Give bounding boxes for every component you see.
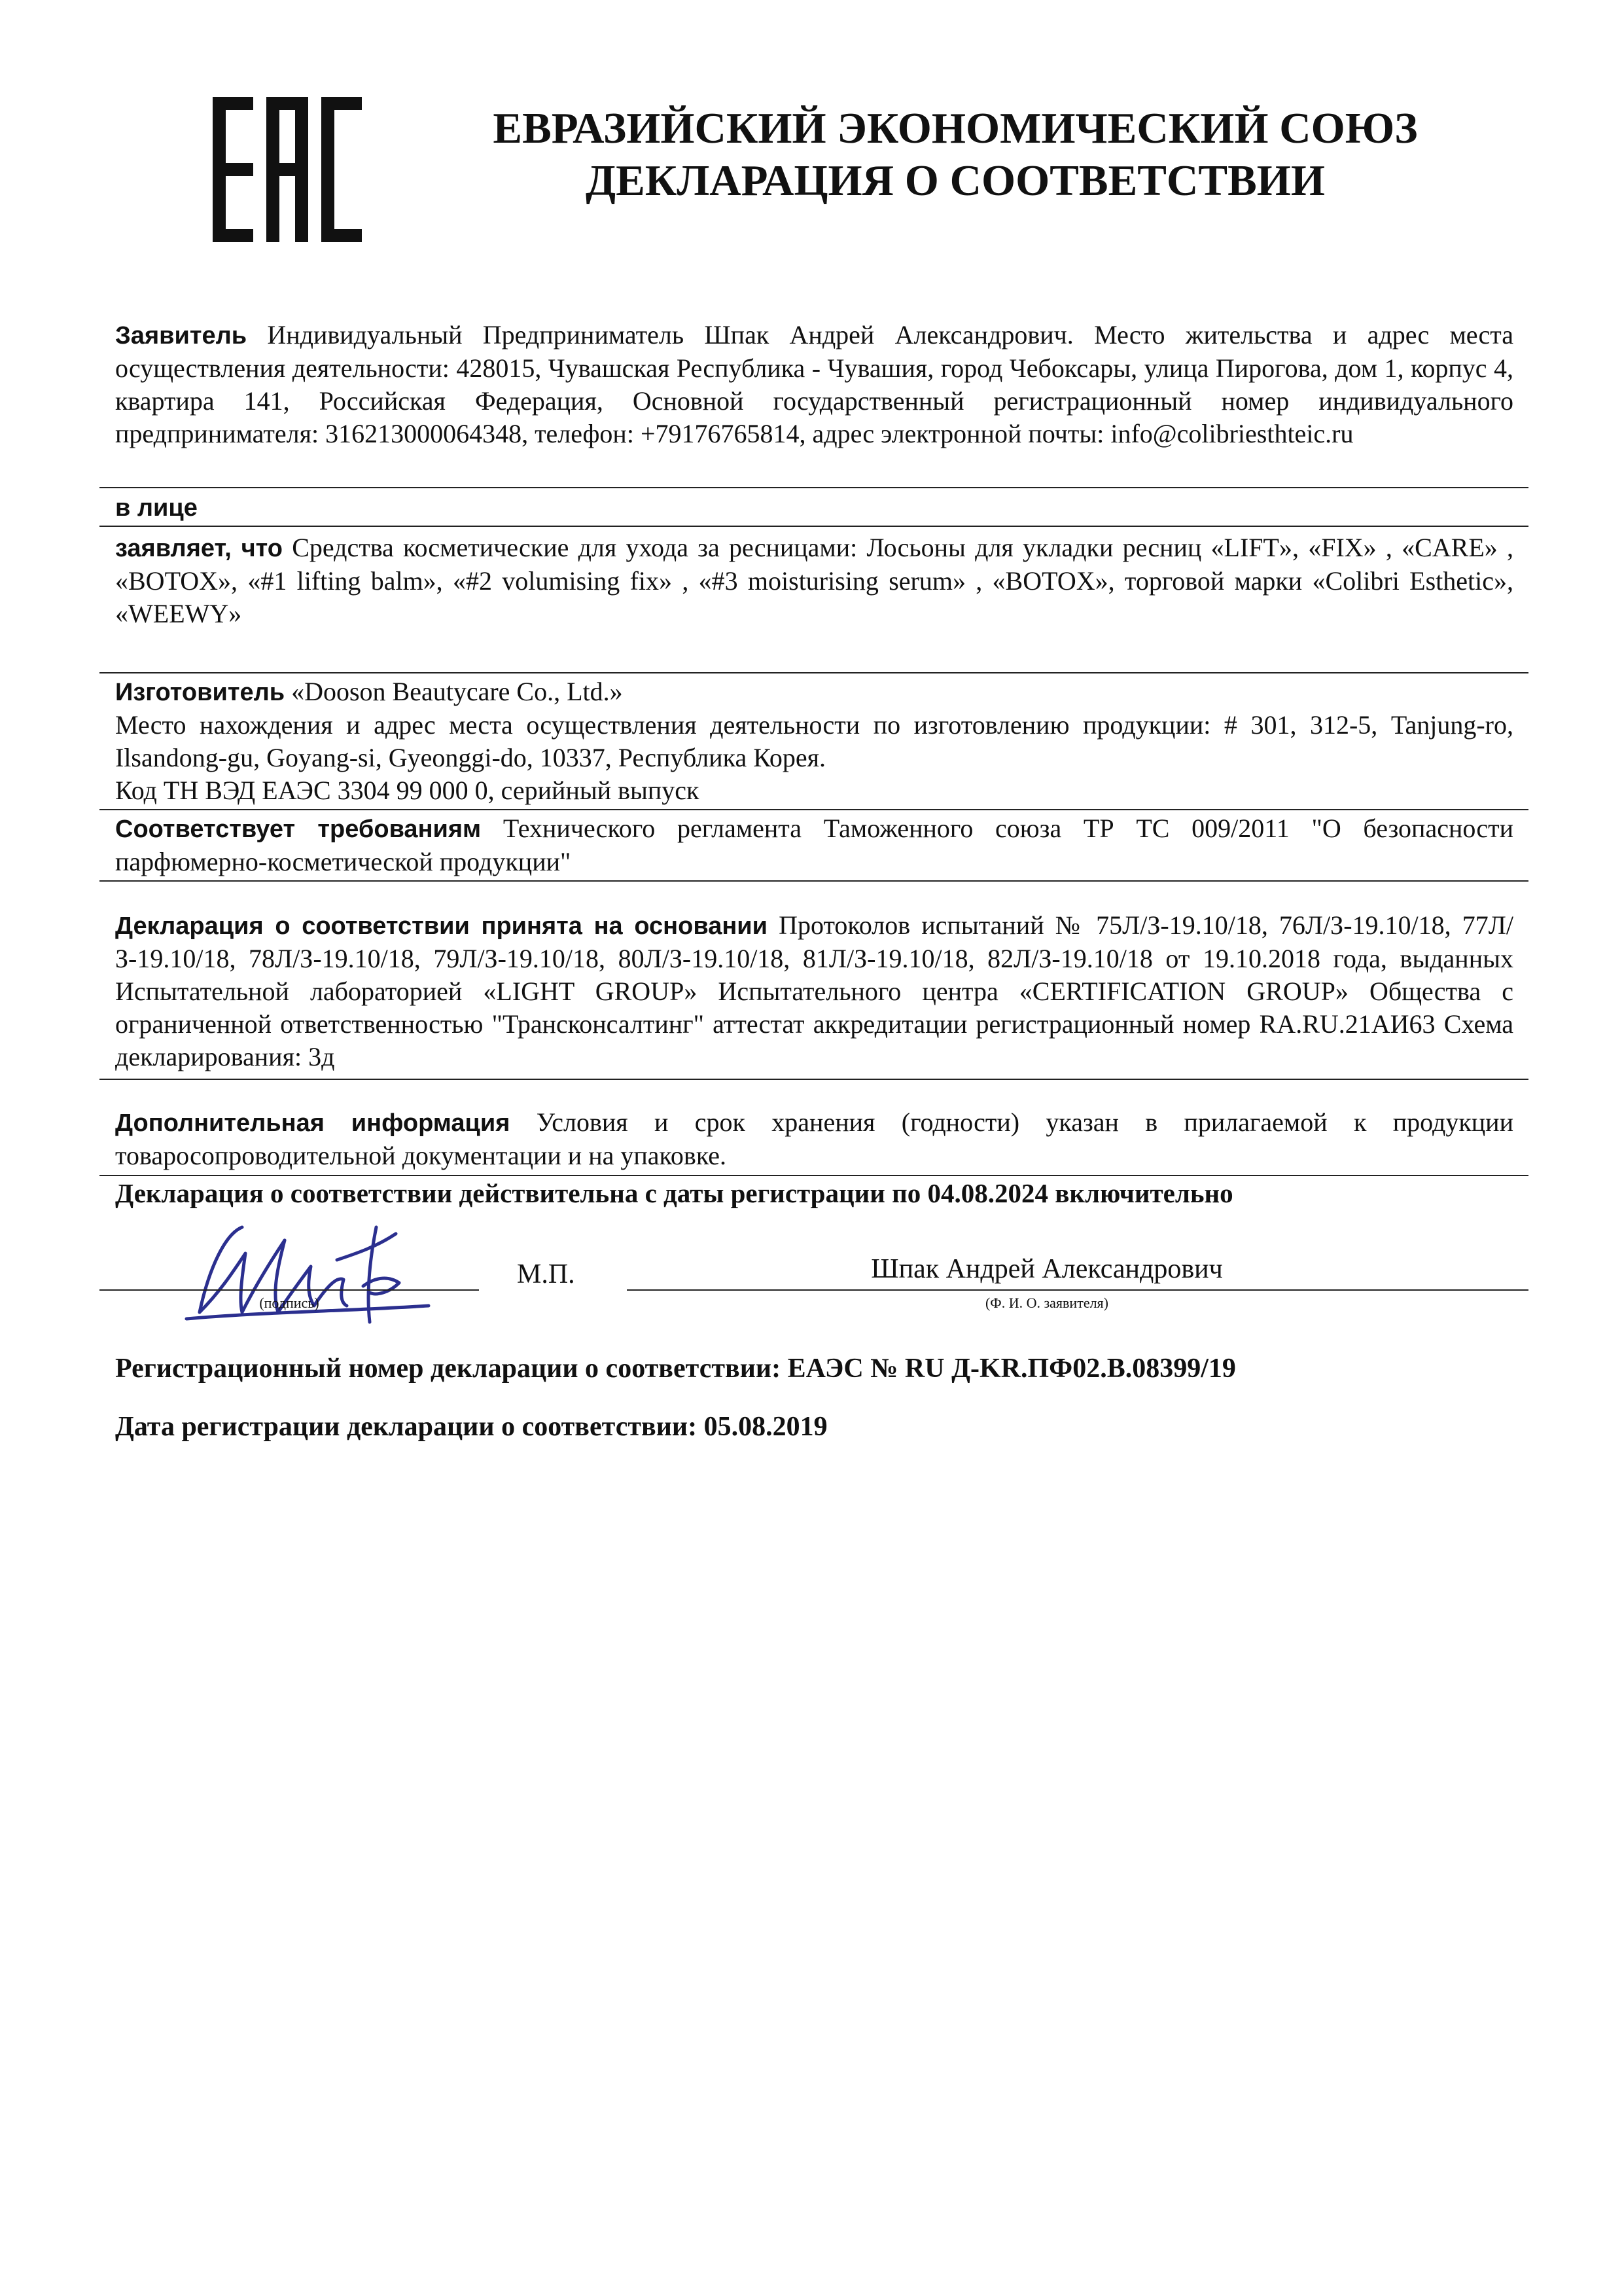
signature-caption: (подпись) [259, 1295, 319, 1311]
stamp-label: М.П. [517, 1259, 575, 1289]
manufacturer-address: Место нахождения и адрес места осуществления деятельности по изготовлению продукции: # 301, 312-5, Tanjung-ro, Ilsandong-gu, Goyang-si, Gyeonggi-do, 10337, Республика Корея. [115, 710, 1513, 772]
registration-date: Дата регистрации декларации о соответствии: 05.08.2019 [115, 1412, 828, 1442]
declares-label: заявляет, что [115, 535, 283, 562]
declaration-title: ДЕКЛАРАЦИЯ О СООТВЕТСТВИИ [585, 156, 1325, 205]
basis-label: Декларация о соответствии принята на основании [115, 912, 768, 940]
name-line [627, 1289, 1528, 1291]
applicant-text: Индивидуальный Предприниматель Шпак Андрей Александрович. Место жительства и адрес места осуществления деятельности: 428015, Чувашская Республика - Чувашия, город Чебоксары, улица Пирогова, дом 1, корпус 4, квартира 141, Российская Федерация, Основной государственный регистрационный номер индивидуального предпринимателя: 316213000064348, телефон: +79176765814, адрес электронной почты: info@colibriesthteic.ru [115, 320, 1513, 448]
divider [99, 526, 1528, 527]
requirements-section [115, 812, 1513, 878]
signature-line [99, 1289, 479, 1291]
declares-text: Средства косметические для ухода за ресницами: Лосьоны для укладки ресниц «LIFT», «FIX» , «CARE» , «BOTOX», «#1 lifting balm», «#2 volumising fix» , «#3 moisturising serum» , «BOTOX», торговой марки «Colibri Esthetic», «WEEWY» [115, 533, 1513, 628]
applicant-section [115, 319, 1513, 450]
union-title: ЕВРАЗИЙСКИЙ ЭКОНОМИЧЕСКИЙ СОЮЗ [493, 104, 1418, 152]
registration-number: Регистрационный номер декларации о соответствии: ЕАЭС № RU Д-KR.ПФ02.В.08399/19 [115, 1354, 1236, 1384]
applicant-label: Заявитель [115, 322, 247, 350]
signer-name: Шпак Андрей Александрович [871, 1254, 1223, 1284]
divider [99, 672, 1528, 673]
signer-caption: (Ф. И. О. заявителя) [985, 1295, 1109, 1311]
in-person-label: в лице [115, 494, 198, 522]
validity-line: Декларация о соответствии действительна с даты регистрации по 04.08.2024 включительно [115, 1178, 1233, 1208]
divider [99, 487, 1528, 488]
manufacturer-name: «Dooson Beautycare Co., Ltd.» [285, 677, 623, 706]
additional-label: Дополнительная информация [115, 1109, 510, 1137]
divider [99, 1175, 1528, 1176]
basis-text: Протоколов испытаний № 75Л/З-19.10/18, 76Л/З-19.10/18, 77Л/З-19.10/18, 78Л/З-19.10/18, 79Л/З-19.10/18, 80Л/З-19.10/18, 81Л/З-19.10/18, 82Л/З-19.10/18 от 19.10.2018 года, выданных Испытательной лабораторией «LIGHT GROUP» Испытательного центра «CERTIFICATION GROUP» Общества с ограниченной ответственностью "Трансконсалтинг" аттестат аккредитации регистрационный номер RA.RU.21АИ63 Схема декларирования: 3д [115, 910, 1513, 1071]
hs-code: Код ТН ВЭД ЕАЭС 3304 99 000 0, серийный выпуск [115, 776, 699, 805]
requirements-label: Соответствует требованиям [115, 816, 482, 843]
manufacturer-section [115, 675, 1513, 807]
declares-section [115, 531, 1513, 630]
basis-section [115, 909, 1513, 1073]
divider [99, 880, 1528, 882]
divider [99, 809, 1528, 810]
additional-section [115, 1106, 1513, 1172]
requirements-text: Технического регламента Таможенного союза ТР ТС 009/2011 "О безопасности парфюмерно-косметической продукции" [115, 814, 1514, 876]
in-person-section [115, 491, 1513, 524]
additional-text: Условия и срок хранения (годности) указан в прилагаемой к продукции товаросопроводительной документации и на упаковке. [115, 1107, 1513, 1170]
eac-logo [213, 97, 362, 242]
manufacturer-label: Изготовитель [115, 679, 285, 706]
divider [99, 1079, 1528, 1080]
